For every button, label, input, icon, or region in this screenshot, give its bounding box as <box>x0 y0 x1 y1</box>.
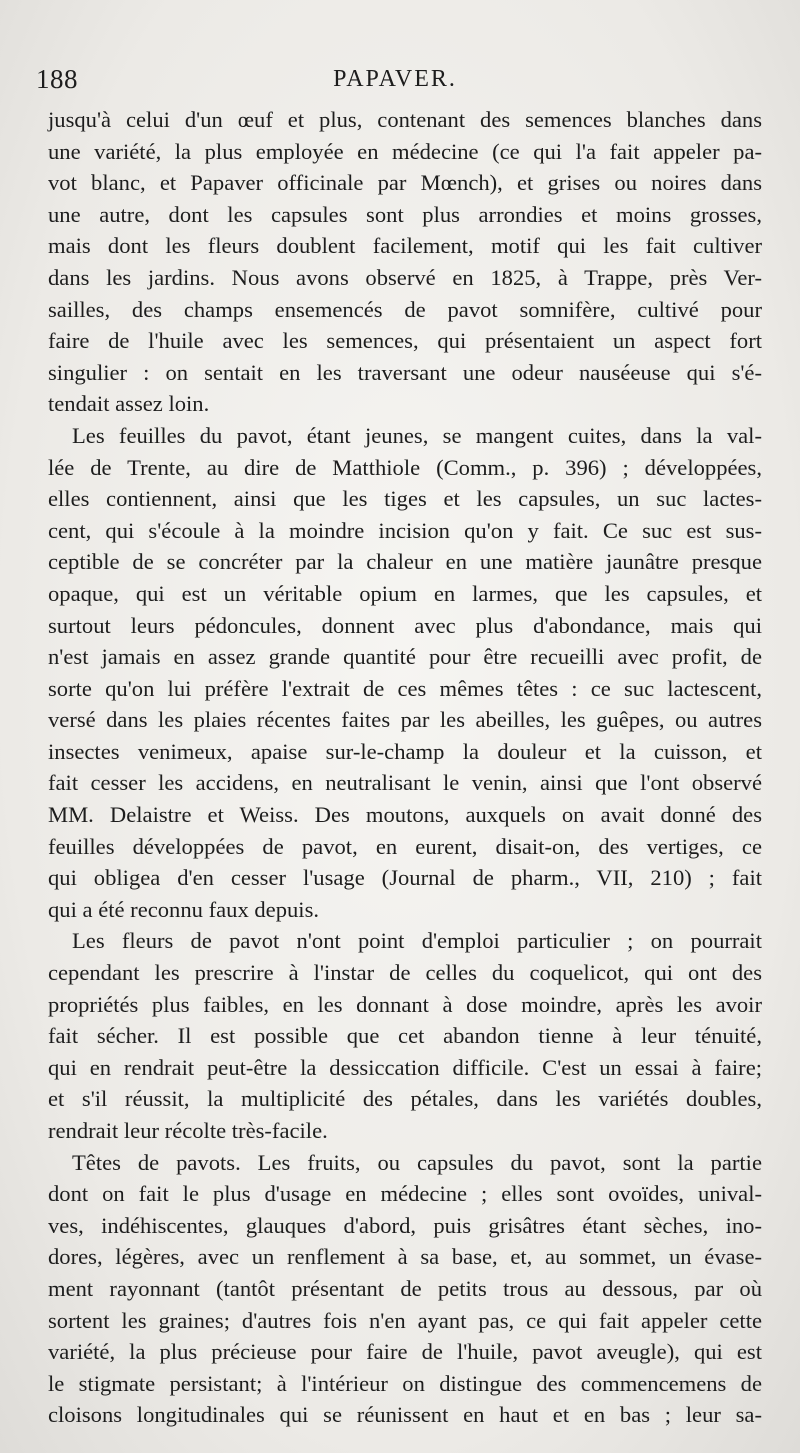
text-line: elles contiennent, ainsi que les tiges et les capsules, un suc lactes- <box>48 486 762 512</box>
paragraph <box>48 420 762 926</box>
text-line: cependant les prescrire à l'instar de celles du coquelicot, qui ont des <box>48 960 762 986</box>
text-line: vot blanc, et Papaver officinale par Mœnch), et grises ou noires dans <box>48 170 762 196</box>
paragraph <box>48 925 762 1146</box>
text-line: propriétés plus faibles, en les donnant à dose moindre, après les avoir <box>48 991 762 1017</box>
paragraph <box>48 1147 762 1431</box>
text-line: jusqu'à celui d'un œuf et plus, contenant des semences blanches dans <box>48 107 762 132</box>
text-line: sailles, des champs ensemencés de pavot somnifère, cultivé pour <box>48 296 762 322</box>
text-line: ment rayonnant (tantôt présentant de petits trous au dessous, par où <box>48 1275 762 1301</box>
text-line: MM. Delaistre et Weiss. Des moutons, auxquels on avait donné des <box>48 802 762 828</box>
text-line: surtout leurs pédoncules, donnent avec plus d'abondance, mais qui <box>48 612 762 638</box>
text-line: fait sécher. Il est possible que cet abandon tienne à leur ténuité, <box>48 1023 762 1049</box>
text-line: Les fleurs de pavot n'ont point d'emploi particulier ; on pourrait <box>72 928 762 954</box>
text-line: dores, légères, avec un renflement à sa base, et, au sommet, un évase- <box>48 1244 762 1270</box>
text-line: variété, la plus précieuse pour faire de l'huile, pavot aveugle), qui est <box>48 1339 762 1365</box>
text-line: sorte qu'on lui préfère l'extrait de ces mêmes têtes : ce suc lactescent, <box>48 675 762 701</box>
text-line: qui a été reconnu faux depuis. <box>48 896 320 922</box>
text-line: qui en rendrait peut-être la dessiccation difficile. C'est un essai à faire; <box>48 1054 762 1080</box>
text-line: sortent les graines; d'autres fois n'en ayant pas, ce qui fait appeler cette <box>48 1307 762 1333</box>
page-number: 188 <box>36 64 78 94</box>
text-line: dans les jardins. Nous avons observé en 1825, à Trappe, près Ver- <box>48 264 762 290</box>
text-line: qui obligea d'en cesser l'usage (Journal de pharm., VII, 210) ; fait <box>48 865 762 891</box>
text-line: fait cesser les accidens, en neutralisant le venin, ainsi que l'ont observé <box>48 770 762 796</box>
text-line: cent, qui s'écoule à la moindre incision qu'on y fait. Ce suc est sus- <box>48 517 762 543</box>
text-line: Têtes de pavots. Les fruits, ou capsules du pavot, sont la partie <box>72 1149 762 1175</box>
text-line: insectes venimeux, apaise sur-le-champ la douleur et la cuisson, et <box>48 738 762 764</box>
text-line: une variété, la plus employée en médecine (ce qui l'a fait appeler pa- <box>48 138 762 164</box>
text-line: cloisons longitudinales qui se réunissent en haut et en bas ; leur sa- <box>48 1402 762 1428</box>
body-text <box>48 104 762 1431</box>
text-line: rendrait leur récolte très-facile. <box>48 1118 328 1143</box>
text-line: dont on fait le plus d'usage en médecine ; elles sont ovoïdes, unival- <box>48 1181 762 1207</box>
text-line: versé dans les plaies récentes faites par les abeilles, les guêpes, ou autres <box>48 707 762 733</box>
text-line: tendait assez loin. <box>48 391 210 417</box>
text-line: mais dont les fleurs doublent facilement, motif qui les fait cultiver <box>48 233 762 259</box>
running-title: PAPAVER. <box>333 66 457 92</box>
text-line: et s'il réussit, la multiplicité des pétales, dans les variétés doubles, <box>48 1086 762 1112</box>
text-line: ves, indéhiscentes, glauques d'abord, puis grisâtres étant sèches, ino- <box>48 1212 762 1238</box>
text-line: Les feuilles du pavot, étant jeunes, se mangent cuites, dans la val- <box>72 422 762 448</box>
text-line: feuilles développées de pavot, en eurent, disait-on, des vertiges, ce <box>48 833 762 859</box>
paragraph <box>48 104 762 420</box>
running-head <box>30 64 760 100</box>
text-line: n'est jamais en assez grande quantité pour être recueilli avec profit, de <box>48 644 762 670</box>
text-line: une autre, dont les capsules sont plus arrondies et moins grosses, <box>48 201 762 227</box>
text-line: faire de l'huile avec les semences, qui présentaient un aspect fort <box>48 328 762 354</box>
text-line: le stigmate persistant; à l'intérieur on distingue des commencemens de <box>48 1370 762 1396</box>
text-line: opaque, qui est un véritable opium en larmes, que les capsules, et <box>48 580 762 606</box>
text-line: singulier : on sentait en les traversant une odeur nauséeuse qui s'é- <box>48 359 762 385</box>
text-line: lée de Trente, au dire de Matthiole (Comm., p. 396) ; développées, <box>48 454 762 480</box>
text-line: ceptible de se concréter par la chaleur en une matière jaunâtre presque <box>48 549 762 575</box>
